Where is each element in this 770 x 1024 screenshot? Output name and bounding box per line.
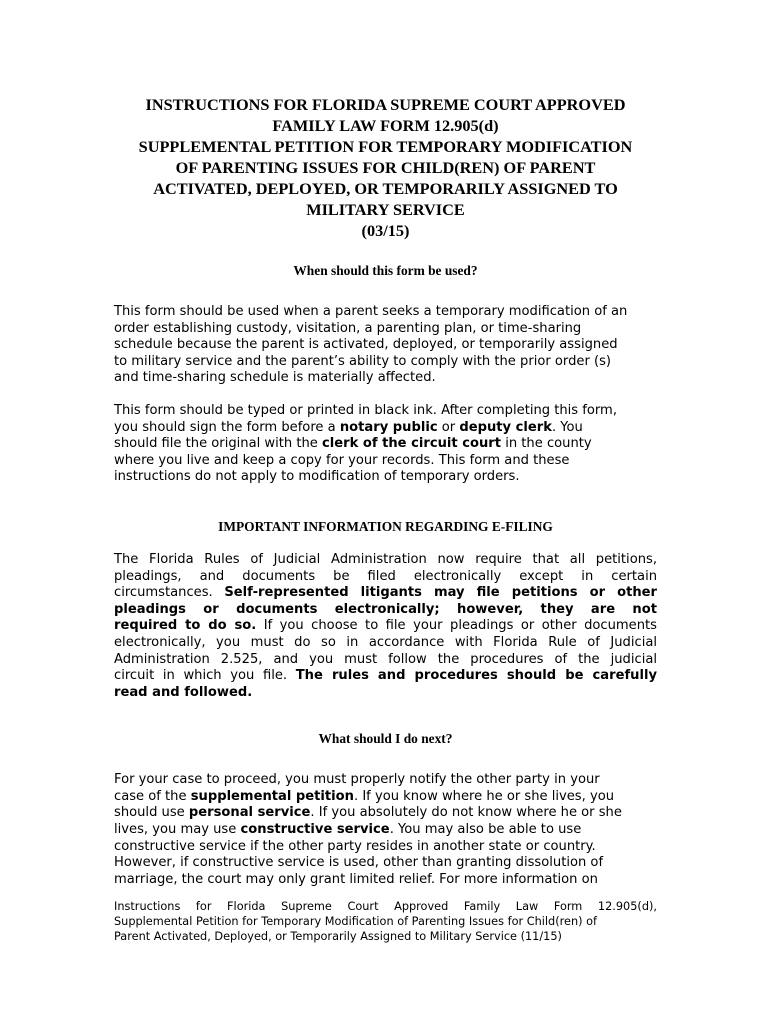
text-line: circumstances. Self-represented litigants may file petitions or other bbox=[114, 585, 657, 601]
paragraph-next-steps bbox=[114, 772, 657, 888]
text-line: For your case to proceed, you must properly notify the other party in your bbox=[114, 772, 600, 788]
title-line: SUPPLEMENTAL PETITION FOR TEMPORARY MODIFICATION bbox=[138, 137, 633, 156]
text-line: This form should be used when a parent seeks a temporary modification of an bbox=[114, 304, 628, 319]
form-title bbox=[114, 94, 657, 241]
section-heading-when-used: When should this form be used? bbox=[293, 263, 478, 278]
deputy-clerk-term: deputy clerk bbox=[459, 419, 552, 435]
title-line: FAMILY LAW FORM 12.905(d) bbox=[272, 116, 499, 135]
section-heading-e-filing: IMPORTANT INFORMATION REGARDING E-FILING bbox=[218, 518, 553, 534]
paragraph-e-filing bbox=[114, 552, 657, 701]
constructive-service-term: constructive service bbox=[240, 822, 390, 838]
text-line: order establishing custody, visitation, a parenting plan, or time-sharing bbox=[114, 320, 582, 336]
text-line: pleadings or documents electronically; however, they are not bbox=[114, 601, 657, 617]
title-line: (03/15) bbox=[361, 221, 410, 240]
personal-service-term: personal service bbox=[188, 805, 311, 821]
text-line: electronically, you must do so in accordance with Florida Rule of Judicial bbox=[114, 634, 657, 650]
footer-line: Parent Activated, Deployed, or Temporarily Assigned to Military Service (11/15) bbox=[114, 930, 562, 943]
title-line: OF PARENTING ISSUES FOR CHILD(REN) OF PARENT bbox=[175, 158, 596, 177]
text-line: pleadings, and documents be filed electronically except in certain bbox=[114, 568, 657, 584]
notary-public-term: notary public bbox=[339, 419, 438, 435]
title-line: MILITARY SERVICE bbox=[306, 200, 465, 219]
text-line: instructions do not apply to modification of temporary orders. bbox=[114, 469, 520, 485]
text-line: to military service and the parent’s ability to comply with the prior order (s) bbox=[114, 353, 612, 369]
supplemental-petition-term: supplemental petition bbox=[190, 788, 354, 804]
section-heading-next-steps: What should I do next? bbox=[318, 731, 453, 747]
text-line: should use personal service. If you absolutely do not know where he or she bbox=[114, 805, 622, 821]
text-line: This form should be typed or printed in black ink. After completing this form, bbox=[114, 402, 617, 418]
paragraph-filing-instructions bbox=[114, 403, 657, 486]
text-line: read and followed. bbox=[114, 684, 253, 700]
text-line: However, if constructive service is used, other than granting dissolution of bbox=[114, 855, 604, 871]
text-line: case of the supplemental petition. If you know where he or she lives, you bbox=[114, 788, 615, 804]
text-line: constructive service if the other party resides in another state or country. bbox=[114, 838, 596, 854]
text-line: Administration 2.525, and you must follow the procedures of the judicial bbox=[114, 651, 657, 667]
text-line: should file the original with the clerk of the circuit court in the county bbox=[114, 436, 592, 452]
text-line: The Florida Rules of Judicial Administration now require that all petitions, bbox=[114, 551, 657, 567]
text-line: you should sign the form before a notary public or deputy clerk. You bbox=[114, 419, 583, 435]
text-line: circuit in which you file. The rules and procedures should be carefully bbox=[114, 668, 657, 684]
paragraph-when-used bbox=[114, 304, 657, 387]
text-line: lives, you may use constructive service. You may also be able to use bbox=[114, 822, 582, 838]
clerk-circuit-court-term: clerk of the circuit court bbox=[322, 436, 502, 452]
footer-line: Instructions for Florida Supreme Court Approved Family Law Form 12.905(d), bbox=[114, 900, 657, 913]
document-page bbox=[114, 94, 657, 888]
text-line: schedule because the parent is activated, deployed, or temporarily assigned bbox=[114, 337, 618, 353]
text-line: where you live and keep a copy for your records. This form and these bbox=[114, 452, 570, 468]
text-line: and time-sharing schedule is materially affected. bbox=[114, 370, 436, 386]
text-line: required to do so. If you choose to file your pleadings or other documents bbox=[114, 618, 657, 634]
title-line: INSTRUCTIONS FOR FLORIDA SUPREME COURT APPROVED bbox=[145, 95, 626, 114]
title-line: ACTIVATED, DEPLOYED, OR TEMPORARILY ASSIGNED TO bbox=[153, 179, 618, 198]
page-footer bbox=[114, 899, 657, 944]
footer-line: Supplemental Petition for Temporary Modification of Parenting Issues for Child(ren) of bbox=[114, 915, 598, 928]
text-line: marriage, the court may only grant limited relief. For more information on bbox=[114, 871, 598, 887]
